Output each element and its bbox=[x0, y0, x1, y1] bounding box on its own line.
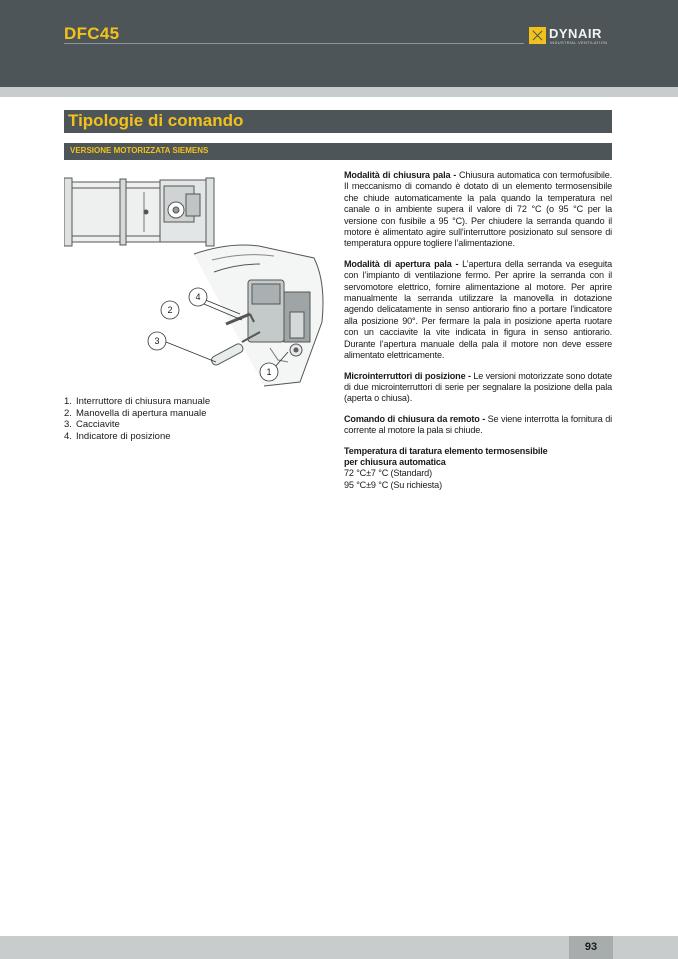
callout-1-label: 1 bbox=[266, 367, 272, 377]
damper-side-view bbox=[64, 178, 214, 246]
temperature-standard: 72 °C±7 °C (Standard) bbox=[344, 468, 432, 479]
damper-illustration bbox=[64, 172, 334, 392]
dynair-logo bbox=[529, 27, 619, 45]
callout-2 bbox=[161, 301, 179, 319]
legend-item: 4. Indicatore di posizione bbox=[64, 430, 171, 442]
header-strip bbox=[0, 87, 678, 97]
paragraph-heading: Microinterruttori di posizione - bbox=[344, 370, 471, 381]
paragraph-heading: Modalità di apertura pala - bbox=[344, 258, 459, 269]
section-subtitle-bar bbox=[64, 143, 612, 160]
page-number-box bbox=[569, 936, 613, 959]
callout-4-label: 4 bbox=[195, 292, 201, 302]
detail-view bbox=[194, 245, 323, 386]
legend-item: 3. Cacciavite bbox=[64, 419, 120, 430]
callout-4 bbox=[189, 288, 207, 306]
logo-mark-icon bbox=[529, 27, 546, 44]
section-title: Tipologie di comando bbox=[68, 111, 244, 130]
document-code: DFC45 bbox=[64, 24, 120, 43]
callout-1 bbox=[260, 363, 278, 381]
paragraph-microswitches: Microinterruttori di posizione - Le versioni motorizzate sono dotate di due microinterruttori di serie per segnalare la posizione della pala (aperta o chiusa). bbox=[344, 370, 612, 404]
section-title-bar bbox=[64, 110, 612, 133]
paragraph-heading: Comando di chiusura da remoto - bbox=[344, 413, 486, 424]
figure-legend bbox=[64, 396, 324, 442]
temperature-subheading: per chiusura automatica bbox=[344, 456, 446, 467]
logo-tagline: INDUSTRIAL VENTILATION bbox=[550, 40, 608, 45]
legend-item-text: Manovella di apertura manuale bbox=[76, 407, 207, 419]
callout-2-label: 2 bbox=[167, 305, 173, 315]
paragraph-heading: Modalità di chiusura pala - bbox=[344, 170, 457, 180]
callout-3-label: 3 bbox=[154, 336, 160, 346]
page-header bbox=[0, 0, 678, 87]
paragraph-opening-mode: Modalità di apertura pala - L’apertura della serranda va eseguita con l’impianto di ventilazione fermo. Per aprire la serranda con il servomotore elettrico, fornire alimentazione al motore. Per aprire manualmente la serranda utilizzare la manovella in dotazione agendo delicatamente in senso antiorario fino a portare l’indicatore alla posizione 90°. Per fermare la pala in posizione aperta ruotare con un cacciavite la vite indicata in figura in senso antiorario. Durante l’apertura manuale della pala il motore non deve essere alimentato elettricamente. bbox=[344, 258, 612, 361]
body-text bbox=[344, 170, 612, 500]
callout-3 bbox=[148, 332, 166, 350]
legend-item-text: Interruttore di chiusura manuale bbox=[76, 396, 211, 407]
paragraph-calibration-temperature bbox=[344, 446, 612, 492]
paragraph-remote-closing: Comando di chiusura da remoto - Se viene interrotta la fornitura di corrente al motore la pala si chiude. bbox=[344, 413, 612, 436]
legend-item-text: Indicatore di posizione bbox=[76, 430, 171, 442]
page-number: 93 bbox=[584, 941, 598, 953]
paragraph-closing-mode: Modalità di chiusura pala - Chiusura automatica con termofusibile. Il meccanismo di comando è dotato di un elemento termosensibile che chiude automaticamente la pala quando la temperatura nel canale o in ambiente supera il valore di 72 °C (o 95 °C per la versione con fusibile a 95 °C). Per chiudere la serranda quando il motore è alimentato agire sull’interruttore posizionato sul sensore di temperatura oppure togliere l’alimentazione. bbox=[344, 170, 612, 249]
header-divider bbox=[64, 43, 524, 44]
page-footer bbox=[0, 936, 678, 959]
legend-item-text: Cacciavite bbox=[76, 419, 120, 430]
logo-name: DYNAIR bbox=[549, 26, 602, 41]
legend-item: 1. Interruttore di chiusura manuale bbox=[64, 396, 211, 407]
section-subtitle: VERSIONE MOTORIZZATA SIEMENS bbox=[70, 146, 209, 155]
temperature-heading: Temperatura di taratura elemento termosensibile bbox=[344, 445, 548, 456]
legend-item: 2. Manovella di apertura manuale bbox=[64, 407, 207, 419]
temperature-on-request: 95 °C±9 °C (Su richiesta) bbox=[344, 479, 442, 490]
